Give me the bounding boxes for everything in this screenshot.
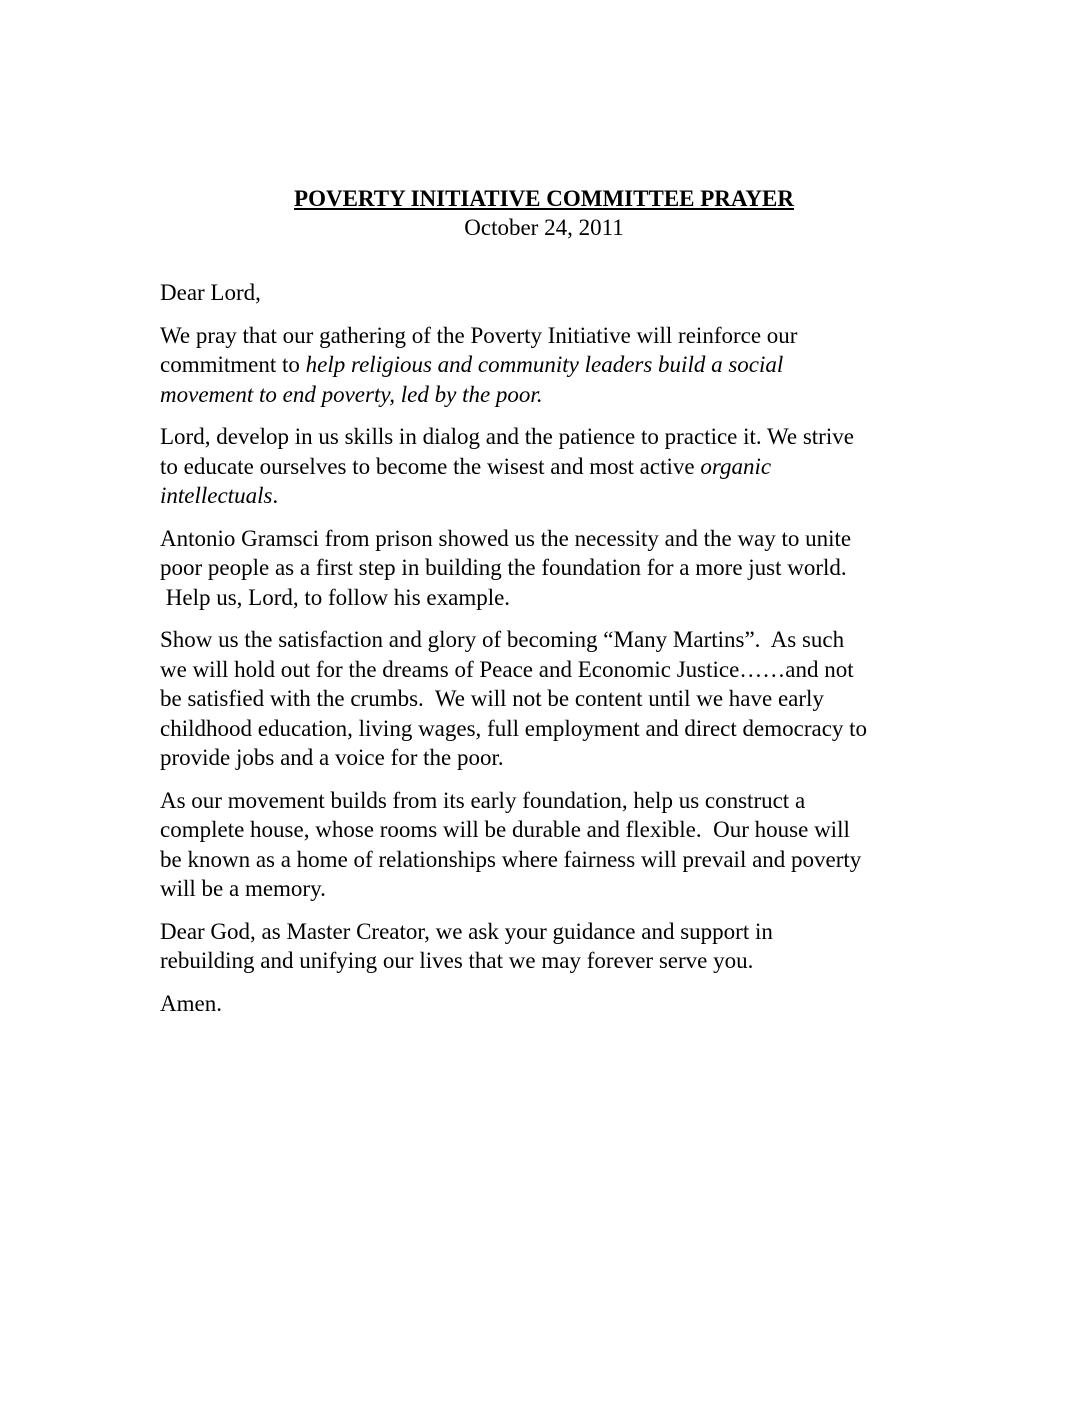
closing — [160, 989, 940, 1019]
paragraph-line: Lord, develop in us skills in dialog and the patience to practice it. We strive — [160, 424, 854, 449]
paragraph-line — [160, 481, 940, 511]
paragraph-line: Dear God, as Master Creator, we ask your guidance and support in — [160, 918, 773, 944]
italic-text: intellectuals — [160, 483, 273, 508]
paragraph-line: childhood education, living wages, full employment and direct democracy to — [160, 715, 868, 741]
italic-text: help religious and community leaders build a social — [305, 352, 784, 377]
closing-line: Amen. — [160, 990, 222, 1016]
document-date: October 24, 2011 — [464, 215, 624, 240]
document-body — [160, 278, 940, 1031]
paragraph-line: rebuilding and unifying our lives that we may forever serve you. — [160, 948, 754, 973]
paragraph-5 — [160, 786, 940, 904]
text-run: to educate ourselves to become the wisest and most active — [160, 453, 701, 479]
paragraph-line: complete house, whose rooms will be durable and flexible. Our house will — [160, 817, 850, 842]
paragraph-line — [160, 452, 940, 482]
paragraph-line — [160, 350, 940, 380]
text-run: commitment to — [160, 352, 306, 377]
paragraph-line: poor people as a first step in building the foundation for a more just world. — [160, 555, 847, 580]
salutation-line: Dear Lord, — [160, 280, 261, 305]
paragraph-line: provide jobs and a voice for the poor. — [160, 745, 504, 770]
paragraph-2 — [160, 422, 940, 511]
italic-text: organic — [700, 453, 772, 479]
paragraph-4 — [160, 625, 940, 773]
paragraph-line: will be a memory. — [160, 876, 326, 901]
italic-text: movement to end poverty, led by the poor. — [160, 381, 543, 407]
paragraph-line: we will hold out for the dreams of Peace and Economic Justice……and not — [160, 656, 854, 682]
paragraph-line: Show us the satisfaction and glory of becoming “Many Martins”. As such — [160, 627, 845, 652]
text-run: . — [272, 483, 279, 508]
paragraph-line: Help us, Lord, to follow his example. — [160, 584, 511, 610]
paragraph-line: We pray that our gathering of the Poverty Initiative will reinforce our — [160, 322, 798, 348]
salutation — [160, 278, 940, 308]
paragraph-3 — [160, 524, 940, 613]
paragraph-line — [160, 380, 940, 410]
paragraph-line: Antonio Gramsci from prison showed us the necessity and the way to unite — [160, 525, 852, 551]
paragraph-6 — [160, 917, 940, 976]
paragraph-line: be satisfied with the crumbs. We will not be content until we have early — [160, 686, 824, 711]
document-title: POVERTY INITIATIVE COMMITTEE PRAYER — [294, 186, 794, 211]
paragraph-line: As our movement builds from its early foundation, help us construct a — [160, 787, 806, 813]
paragraph-line: be known as a home of relationships where fairness will prevail and poverty — [160, 846, 862, 872]
paragraph-1 — [160, 321, 940, 410]
